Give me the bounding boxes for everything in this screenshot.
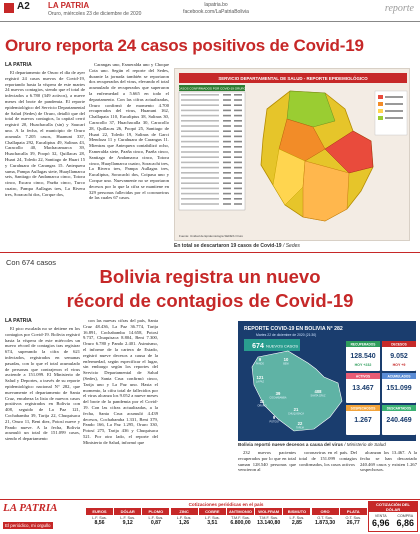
rate-d-lar: [114, 508, 141, 530]
logo-text: LA PATRIA: [3, 502, 58, 514]
story1-text-1: El departamento de Oruro el día de ayer registró 24 casos nuevos de Covid-19, reportando hasta la víspera de este martes 24 nuevos contagios, siendo que el total de infectados a 6.780 (349 activos), a nueve meses del brote de pandemia. El reporte epidemiológico del Servicio Departamental de Salud (Sedes) de Oruro, detalló que del total de nuevos contagios, la capital cerró registró 20, Huachacalla (sin) y Saucarí uno. A la fecha, el municipio de Oruro acumula 7.205 casos, Huanuni 337, Challapata 292, Eucaliptus 49, Salinas 43, Caracollo 40, Machacamarca 39, Huachacalla 39, Poopó 32, Quillacas 28, Huari 24, Toledo 22, Santiago de Huari 15 y Curahuara de Carangas 15. Antequera suma, Pampa Aullagas siete, Huayllamarca seis, Santiago de Andamarca cinco, Totora cinco, Escara cinco, Pazña cinco, Turco cuatro, Pampa Aullagas tres, La Rivera tres, Soracachi dos, Corque dos,: [5, 70, 85, 197]
rate-plomo: [142, 508, 169, 530]
usd-buy-label: VENTA: [374, 514, 387, 518]
rate-name: BISMUTO: [283, 508, 310, 515]
story2-column-3: [238, 450, 296, 496]
stat-value-acumulados: 151.099: [386, 385, 412, 392]
rates-footer: [0, 499, 420, 534]
caption-credit: / Sedes: [282, 243, 300, 249]
report-header-text: SERVICIO DEPARTAMENTAL DE SALUD - REPORTE EPIDEMIOLÓGICO: [218, 76, 368, 81]
stat-value-recuperados: 128.540: [350, 353, 376, 360]
story2-column-4: [299, 450, 357, 496]
rate-bismuto: [283, 508, 310, 530]
rate-name: PLATA: [340, 508, 367, 515]
stat-value-descartados: 240.469: [386, 417, 412, 424]
rate-unit: L.F. Sus.: [120, 516, 136, 520]
usd-sell: [394, 514, 416, 528]
story2-column-5: [360, 450, 417, 496]
rate-zinc: [171, 508, 198, 530]
story2-byline: LA PATRIA: [5, 318, 32, 324]
rate-name: WOLFRAM: [255, 508, 282, 515]
data-table: [179, 92, 245, 210]
dept-label-santa-cruz: SANTA CRUZ: [310, 394, 326, 398]
caption-bold: En total se descartaron 19 casos de Covid-19: [174, 243, 282, 249]
dept-label-pando: PANDO: [255, 362, 265, 366]
dept-label-tarija: TARIJA: [295, 426, 305, 430]
rate-name: DÓLAR: [114, 508, 141, 515]
stat-label-acumulados: ACUMULADOS: [387, 374, 411, 379]
dept-value-tarija: 22: [297, 421, 303, 426]
bolivia-image-caption: [238, 442, 418, 447]
rate-value: 3,51: [207, 520, 218, 526]
rate-plata: [340, 508, 367, 530]
rate-value: 8,56: [94, 520, 105, 526]
story1-column-1: [5, 62, 85, 252]
rate-unit: L.F. Sus.: [176, 516, 192, 520]
oruro-image-caption: [174, 243, 414, 249]
footer-logo: [3, 502, 83, 532]
page-header: [0, 0, 420, 22]
usd-buy-value: 6,96: [371, 518, 390, 528]
section-label: reporte: [384, 3, 414, 14]
rate-value: 6.800,00: [230, 520, 251, 526]
dept-label-cochabamba: COCHABAMBA: [269, 396, 287, 400]
dept-label-beni: BENI: [283, 362, 289, 366]
dept-value-santa-cruz: 408: [314, 389, 322, 394]
story2-kicker: Con 674 casos: [6, 258, 57, 267]
rate-value: 2,85: [291, 520, 302, 526]
stat-label-recuperados: RECUPERADOS: [350, 342, 376, 347]
rate-unit: L.F. Sus.: [204, 516, 220, 520]
new-cases-label: NUEVOS CASOS: [265, 343, 299, 349]
story2-column-2: [83, 318, 158, 498]
caption2-bold: Bolivia reportó nueve decesos a causa del virus: [238, 442, 343, 447]
rate-cobre: [199, 508, 226, 530]
rate-oro: [312, 508, 339, 530]
caption2-credit: / Ministerio de Salud: [344, 442, 386, 447]
story2-headline-line1: Bolivia registra un nuevo: [99, 266, 321, 287]
chart-date: Martes 22 de diciembre de 2020 (21:30): [256, 333, 317, 337]
report-source: Fuente: Unidad de Epidemiología SEDES Oruro: [179, 234, 244, 238]
bolivia-report-image: [238, 321, 416, 441]
usd-box: [368, 501, 418, 532]
story1-text-2: Carangas uno, Esmeralda uno y Choque Cota uno. Según el reporte del Sedes, durante la jornada también se reportaron dos recuperados del virus, elevando el total acumulado de recuperados que superaron la enfermedad a 5.665 en todo el departamento. Con las cifras actualizadas, Oruro confirmó de momento 4.700 recuperados del virus, Huanuni 162, Challapata 110, Eucaliptus 38, Salinas 30, Caracollo 37, Huachacalla 30, Caracollo 28, Quillacas 26, Poopó 25, Santiago de Huari 22, Toledo 19, Salinas de Garci Mendoza 11 y Curahuara de Carangas 11. Mientras que Antequera contabilizó ocho, Esmeralda siete, Pazña cinco, Pazña cinco, Santiago de Andamarca cinco, Totora cinco, Huayllamarca cuatro, Soracachi tres, La Rivera tres, Pampa Aullagas tres, Eucaliptus, Soracachi dos, Coipasa uno y Corque uno. Nuevamente no se reportaron decesos por lo que la cifra se mantiene en 329 personas fallecidas por el coronavirus de las cuales 67 casos.: [89, 62, 169, 201]
rate-unit: T.M.F. Sus.: [231, 516, 250, 520]
oruro-report-graphic: [175, 69, 411, 242]
facebook-link[interactable]: facebook.com/LaPatriaBolivia: [183, 9, 249, 15]
story1-column-2: [89, 62, 169, 252]
dept-label-chuquisaca: CHUQUISACA: [288, 412, 304, 416]
rate-value: 9,12: [122, 520, 133, 526]
usd-sell-value: 6,86: [396, 518, 415, 528]
dept-value-pando: 9: [258, 357, 262, 362]
rates-title: Cotizaciones periódicas en el país: [188, 502, 264, 507]
rate-euros: [86, 508, 113, 530]
rate-value: 1,26: [179, 520, 190, 526]
website-link[interactable]: lapatria.bo: [204, 2, 228, 8]
oruro-report-image: [174, 68, 410, 241]
story2-column-3-top: [160, 318, 235, 498]
stat-value-activos: 13.467: [352, 385, 374, 392]
dept-label-potos-: POTOSÍ: [269, 420, 279, 424]
paper-name: LA PATRIA: [48, 1, 90, 10]
story1-headline: Oruro reporta 24 casos positivos de Covid-19: [5, 36, 364, 55]
rate-name: EUROS: [86, 508, 113, 515]
usd-sell-label: COMPRA: [397, 514, 414, 518]
story2-text-5: alcanzan los 13.467. A la fecha se han descartado 240.469 casos y existen 1.267 sospechosos.: [360, 450, 417, 473]
story2-text-1: El pico escalada no se detiene en los contagios por Covid-19. Bolivia registró hasta la víspera de este miércoles un nuevo récord de contagios tras registrar 674, superando la cifra de 621 infectados, registrados en semanas pasadas, con lo que el total acumulado de personas que contrajeron el virus asciende a 151.099. El Ministerio de Salud y Deportes, a través de su reporte epidemiológico nacional N° 282, que nuevamente el departamento de Santa Cruz, encabeza la lista de nuevos casos positivos registrados en Bolivia con 408, seguido de La Paz 121, Cochabamba 39, Tarija 22, Chuquisaca 21, Oruro 11, Beni diez, Potosí nueve y Pando nueve. A la fecha, Bolivia acumuló un total de 151.099 casos, siendo el departamento: [5, 326, 80, 442]
rate-unit: T.M.F. Sus.: [259, 516, 279, 520]
rate-name: ZINC: [171, 508, 198, 515]
stat-extra-decesos: HOY +9: [392, 363, 406, 367]
header-social: [166, 2, 266, 16]
rate-name: PLOMO: [142, 508, 169, 515]
story2-text-3: 232 nuevos pacientes recuperados por lo que en total suman 128.540 personas que vencieron al: [238, 450, 296, 473]
stat-extra-recuperados: HOY +232: [354, 363, 372, 367]
rate-unit: L.F. Sus.: [92, 516, 107, 520]
rate-unit: L.F. Sus.: [148, 516, 164, 520]
story2-text-2: con las nuevas cifras del país, Santa Cruz 48.436, La Paz 36.774, Tarija 16.891, Cochabamba 14.658, Potosí 9.737, Chuquisaca 8.804, Beni 7.300, Oruro 6.780 y Pando 2.401. Asimismo, el informe de la cartera de Estado, registró nueve decesos a causa de la enfermedad, según especificar el lugar, sin embargo según los reportes del Servicio Departamental de Salud (Sedes), Santa Cruz confirmó cinco, Tarija uno y La Paz uno. Hasta el momento, la cifra total de fallecidos por el virus alcanza los 9.052 a nueve meses del brote de la pandemia por el Covid-19. Con las cifras actualizadas, a la fecha, Santa Cruz acumuló 4.439 decesos, Cochabamba 1.331, Beni 379, Pando 166, La Paz 1.295, Oruro 330, Potosí 275, Tarija 436 y Chuquisaca 521. Por otro lado, el reporte del Ministerio de Salud, informó que: [83, 318, 158, 445]
chart-title: REPORTE COVID-19 EN BOLIVIA N° 282: [244, 326, 343, 332]
rate-unit: L.F. Sus.: [289, 516, 305, 520]
date-line: Oruro, miércoles 23 de diciembre de 2020: [48, 11, 142, 17]
rate-value: 0,87: [150, 520, 161, 526]
stat-label-decesos: DECESOS: [391, 342, 407, 347]
page-marker: [4, 3, 14, 13]
stat-label-descartados: DESCARTADOS: [386, 406, 412, 411]
dept-label-la-paz: LA PAZ: [256, 380, 264, 384]
dept-value-beni: 10: [283, 357, 289, 362]
logo-tagline: El periódico, mi orgullo: [5, 523, 51, 528]
bolivia-report-chart: [238, 321, 416, 441]
story1-byline: LA PATRIA: [5, 62, 32, 68]
rate-unit: O.T. Sus.: [345, 516, 362, 520]
rate-unit: O.T. Sus.: [317, 516, 333, 520]
dept-value-chuquisaca: 21: [293, 407, 299, 412]
new-cases-value: 674: [252, 343, 264, 350]
table-header-text: CASOS CONFIRMADOS POR COVID-19 ORURO: [178, 86, 246, 91]
usd-buy: [370, 514, 392, 528]
dept-label-oruro: ORURO: [257, 404, 267, 408]
rate-value: 1.873,30: [314, 520, 336, 526]
usd-row: [369, 514, 417, 528]
rate-wolfram: [255, 508, 282, 530]
rate-name: ANTIMONIO: [227, 508, 254, 515]
dept-value-potos-: 9: [272, 415, 276, 420]
story2-text-4: coronavirus en el país. Del total de 151.099 contagios confirmados, los casos activos: [299, 450, 357, 467]
rate-value: 26,77: [346, 520, 360, 526]
rate-antimonio: [227, 508, 254, 530]
page-number: A2: [17, 1, 30, 12]
story2-headline-line2: récord de contagios de Covid-19: [66, 290, 354, 311]
story2-column-1: [5, 318, 80, 498]
dept-value-cochabamba: 39: [275, 391, 281, 396]
stat-label-sospechosos: SOSPECHOSOS: [350, 406, 376, 411]
dept-value-la-paz: 121: [256, 375, 264, 380]
usd-title: COTIZACIÓN DEL DÓLAR: [369, 502, 417, 512]
rate-name: COBRE: [199, 508, 226, 515]
rate-name: ORO: [312, 508, 339, 515]
rate-value: 13.140,80: [257, 520, 281, 526]
stat-value-decesos: 9.052: [390, 353, 408, 360]
stat-value-sospechosos: 1.267: [354, 417, 372, 424]
stat-label-activos: ACTIVOS: [355, 374, 371, 379]
dept-value-oruro: 11: [259, 399, 265, 404]
